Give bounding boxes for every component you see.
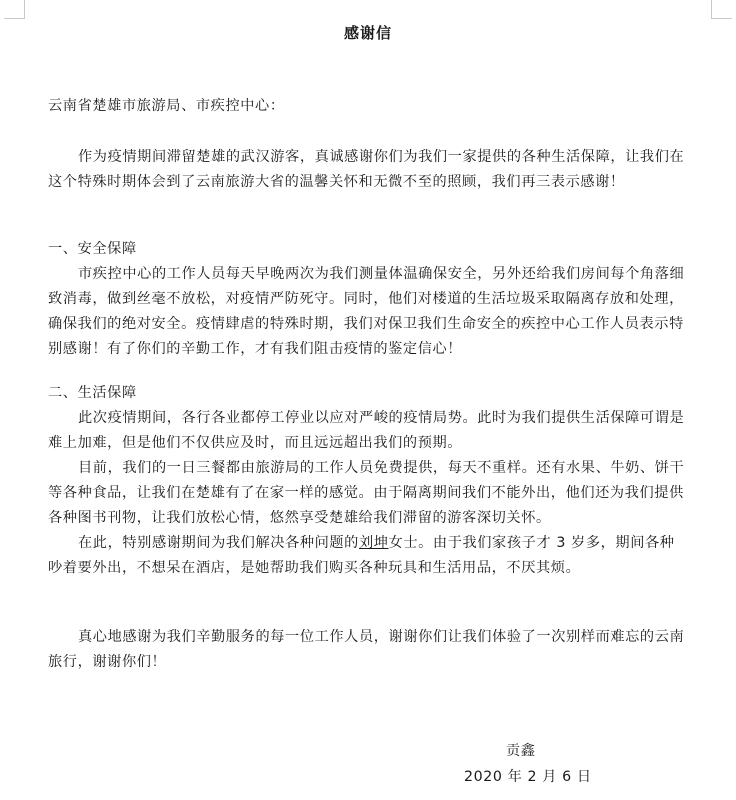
living-paragraph-1: 此次疫情期间，各行各业都停工停业以应对严峻的疫情局势。此时为我们提供生活保障可谓是难上加难，但是他们不仅供应及时，而且远远超出我们的预期。: [48, 410, 685, 451]
living-paragraph-3: [48, 531, 688, 581]
salutation: 云南省楚雄市旅游局、市疾控中心：: [48, 98, 285, 114]
living-paragraph-2: 目前，我们的一日三餐都由旅游局的工作人员免费提供，每天不重样。还有水果、牛奶、饼干等各种食品，让我们在楚雄有了在家一样的感觉。由于隔离期间我们不能外出，他们还为我们提供各种图书刊物，让我们放松心情，悠然享受楚雄给我们滞留的游客深切关怀。: [48, 460, 685, 526]
page-corner-mark-left: [4, 0, 25, 19]
section-heading-safety: 一、安全保障: [48, 241, 137, 257]
section-heading-living: 二、生活保障: [48, 385, 137, 401]
thanks-text-before-name: 在此，特别感谢期间为我们解决各种问题的: [78, 535, 359, 551]
staff-name: 刘坤: [358, 535, 389, 551]
letter-title: 感谢信: [343, 24, 392, 42]
letter-date: 2020 年 2 月 6 日: [464, 769, 592, 785]
signature: 贡鑫: [506, 743, 536, 759]
intro-paragraph: 作为疫情期间滞留楚雄的武汉游客，真诚感谢你们为我们一家提供的各种生活保障，让我们在这个特殊时期体会到了云南旅游大省的温馨关怀和无微不至的照顾，我们再三表示感谢！: [48, 149, 685, 190]
safety-paragraph: 市疾控中心的工作人员每天早晚两次为我们测量体温确保安全，另外还给我们房间每个角落细致消毒，做到丝毫不放松，对疫情严防死守。同时，他们对楼道的生活垃圾采取隔离存放和处理，确保我们的绝对安全。疫情肆虐的特殊时期，我们对保卫我们生命安全的疾控中心工作人员表示特别感谢！有了你们的辛勤工作，才有我们阻击疫情的鉴定信心！: [48, 266, 685, 357]
page-corner-mark-right: [711, 0, 732, 19]
thanks-text-after-name: 女士。由于我们家孩子才 3 岁多，期间各种吵着要外出，不想呆在酒店，是她帮助我们购买各种玩具和生活用品，不厌其烦。: [48, 535, 675, 576]
closing-paragraph: 真心地感谢为我们辛勤服务的每一位工作人员，谢谢你们让我们体验了一次别样而难忘的云南旅行，谢谢你们！: [48, 629, 685, 670]
